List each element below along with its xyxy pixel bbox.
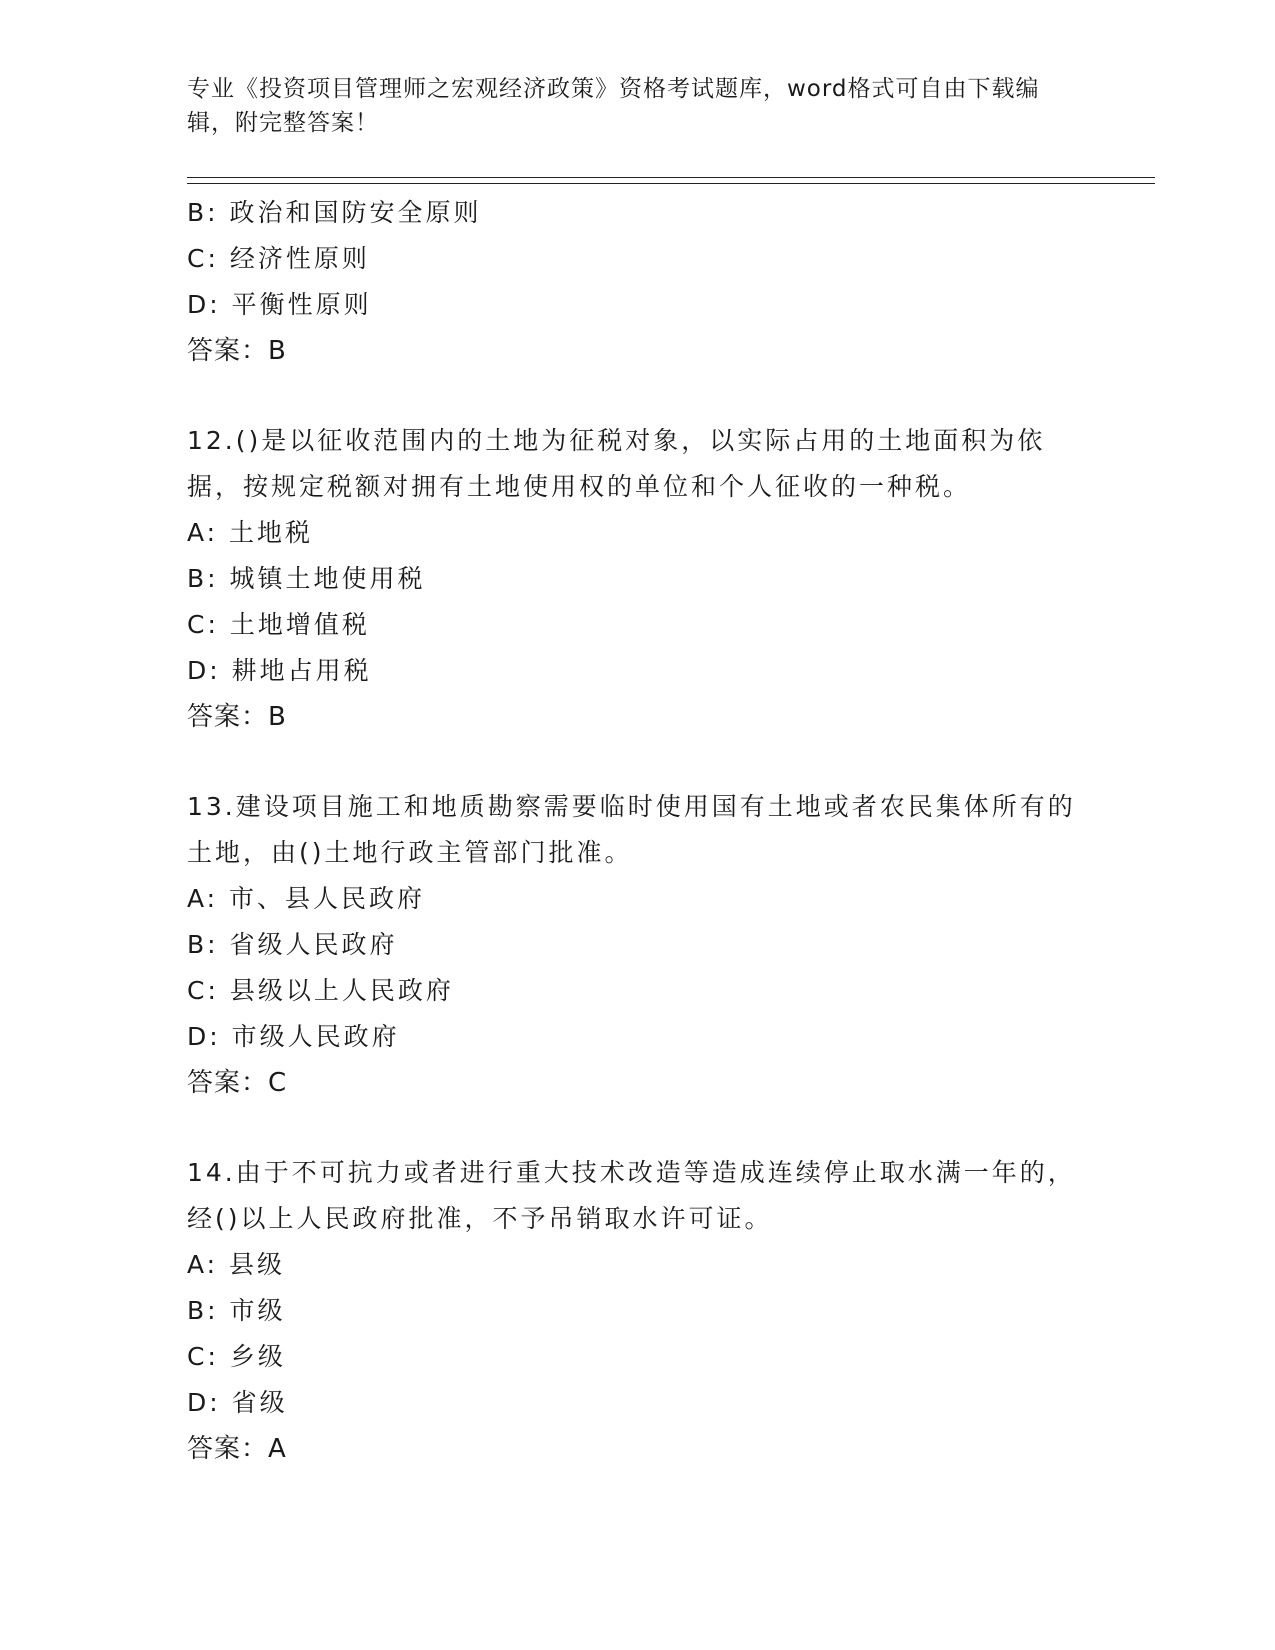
page-header: 专业《投资项目管理师之宏观经济政策》资格考试题库，word格式可自由下载编辑，附完整答案！ — [187, 76, 1040, 136]
option-c: C: 土地增值税 — [187, 610, 370, 639]
question-stem: 13.建设项目施工和地质勘察需要临时使用国有土地或者农民集体所有的土地，由()土地行政主管部门批准。 — [187, 792, 1076, 867]
option-d: D: 耕地占用税 — [187, 656, 372, 685]
answer-line: 答案：B — [187, 702, 287, 732]
question-list — [187, 190, 1087, 1472]
question-13 — [187, 784, 1087, 1106]
option-b: B: 省级人民政府 — [187, 930, 398, 959]
option-b: B: 城镇土地使用税 — [187, 564, 426, 593]
option-a: A: 土地税 — [187, 518, 314, 547]
partial-question — [187, 190, 1087, 374]
question-14 — [187, 1150, 1087, 1472]
question-stem: 12.()是以征收范围内的土地为征税对象，以实际占用的土地面积为依据，按规定税额对拥有土地使用权的单位和个人征收的一种税。 — [187, 426, 1046, 501]
question-12 — [187, 418, 1087, 740]
option-c: C: 经济性原则 — [187, 244, 370, 273]
option-d: D: 平衡性原则 — [187, 290, 372, 319]
option-a: A: 县级 — [187, 1250, 286, 1279]
option-a: A: 市、县人民政府 — [187, 884, 426, 913]
option-c: C: 乡级 — [187, 1342, 286, 1371]
option-b: B: 政治和国防安全原则 — [187, 198, 482, 227]
option-c: C: 县级以上人民政府 — [187, 976, 454, 1005]
header-rule-bottom — [187, 183, 1155, 184]
question-stem: 14.由于不可抗力或者进行重大技术改造等造成连续停止取水满一年的，经()以上人民政府批准，不予吊销取水许可证。 — [187, 1158, 1076, 1233]
header-rule-top — [187, 177, 1155, 178]
option-d: D: 省级 — [187, 1388, 288, 1417]
answer-line: 答案：C — [187, 1068, 288, 1098]
option-d: D: 市级人民政府 — [187, 1022, 400, 1051]
answer-line: 答案：A — [187, 1434, 287, 1464]
option-b: B: 市级 — [187, 1296, 286, 1325]
answer-line: 答案：B — [187, 336, 287, 366]
